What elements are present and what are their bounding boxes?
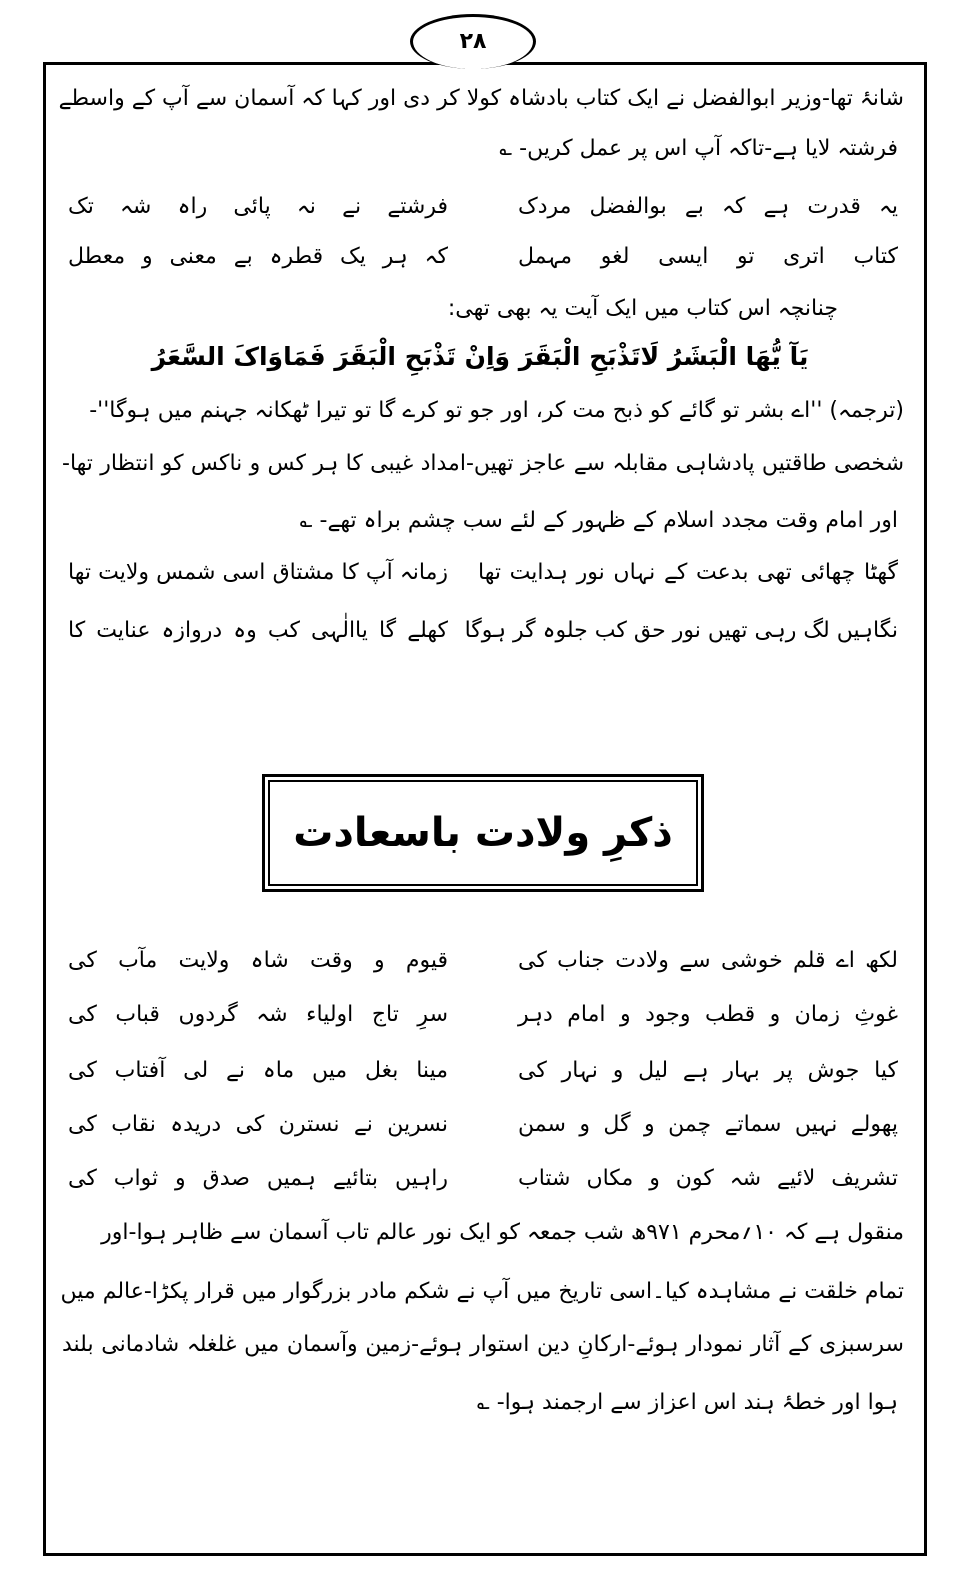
ayat-arabic: يَآ يُّهَا الْبَشَرُ لَاتَذْبَحِ الْبَقَرَ وَاِنْ تَذْبَحِ الْبَقَرَ فَمَاوَاکَ السَّعَرُ [151,342,809,371]
poem-2-left: سرِ تاج اولیاء شہ گردوں قباب کی [68,1002,448,1027]
closing-line-3: سرسبزی کے آثار نمودار ہوئے-ارکانِ دین استوار ہوئے-زمین وآسمان میں غلغلہ شادمانی بلند [62,1332,904,1357]
poem-4-left: نسرین نے نسترن کی دریدہ نقاب کی [68,1112,448,1137]
page-number: ۲۸ [410,14,536,69]
poem-3-left: مینا بغل میں ماہ نے لی آفتاب کی [68,1058,448,1083]
intro-line-2: فرشتہ لایا ہے-تاکہ آپ اس پر عمل کریں- ؎ [499,136,898,161]
poem-3-right: کیا جوش پر بہار ہے لیل و نہار کی [518,1058,898,1083]
poem-2-right: غوثِ زمان و قطب وجود و امام دہر [518,1002,898,1027]
closing-line-2: تمام خلقت نے مشاہدہ کیا۔اسی تاریخ میں آپ نے شکم مادر بزرگوار میں قرار پکڑا-عالم میں [60,1279,904,1304]
poem-5-left: راہیں بتائیے ہمیں صدق و ثواب کی [68,1166,448,1191]
verse2-1-left: زمانہ آپ کا مشتاق اسی شمس ولایت تھا [68,560,448,585]
intro-line-1: شانۂ تھا-وزیر ابوالفضل نے ایک کتاب بادشاہ کولا کر دی اور کہا کہ آسمان سے آپ کے واسطے [58,86,904,111]
verse1-2-right: کتاب اتری تو ایسی لغو مہمل [518,244,898,269]
poem-1-right: لکھ اے قلم خوشی سے ولادت جناب کی [518,948,898,973]
verse1-1-left: فرشتے نے نہ پائی راہ شہ تک [68,194,448,219]
closing-line-4: ہوا اور خطۂ ہند اس اعزاز سے ارجمند ہوا- ؎ [476,1390,898,1415]
ayat-intro: چنانچہ اس کتاب میں ایک آیت یہ بھی تھی: [447,296,838,321]
para2-line-2: اور امام وقت مجدد اسلام کے ظہور کے لئے سب چشم براہ تھے- ؎ [299,508,898,533]
verse2-2-left: کھلے گا یاالٰہی کب وہ دروازہ عنایت کا [68,618,448,643]
closing-line-1: منقول ہے کہ ۱۰؍محرم ۹۷۱ھ شب جمعہ کو ایک نور عالم تاب آسمان سے ظاہر ہوا-اور [101,1220,904,1245]
poem-4-right: پھولے نہیں سماتے چمن و گل و سمن [518,1112,898,1137]
poem-1-left: قیوم و وقت شاہ ولایت مآب کی [68,948,448,973]
verse1-2-left: کہ ہر یک قطرہ بے معنی و معطل [68,244,448,269]
translation: (ترجمہ) ''اے بشر تو گائے کو ذبح مت کر، اور جو تو کرے گا تو تیرا ٹھکانہ جہنم میں ہوگا''- [89,398,904,423]
para2-line-1: شخصی طاقتیں پادشاہی مقابلہ سے عاجز تھیں-امداد غیبی کا ہر کس و ناکس کو انتظار تھا- [62,451,904,476]
verse1-1-right: یہ قدرت ہے کہ بے بوالفضل مردک [518,194,898,219]
section-heading-box [262,774,704,892]
section-heading: ذکرِ ولادت باسعادت [293,810,673,856]
verse2-2-right: نگاہیں لگ رہی تھیں نور حق کب جلوہ گر ہوگا [464,618,898,643]
verse2-1-right: گھٹا چھائی تھی بدعت کے نہاں نور ہدایت تھا [478,560,898,585]
poem-5-right: تشریف لائیے شہ کون و مکاں شتاب [518,1166,898,1191]
